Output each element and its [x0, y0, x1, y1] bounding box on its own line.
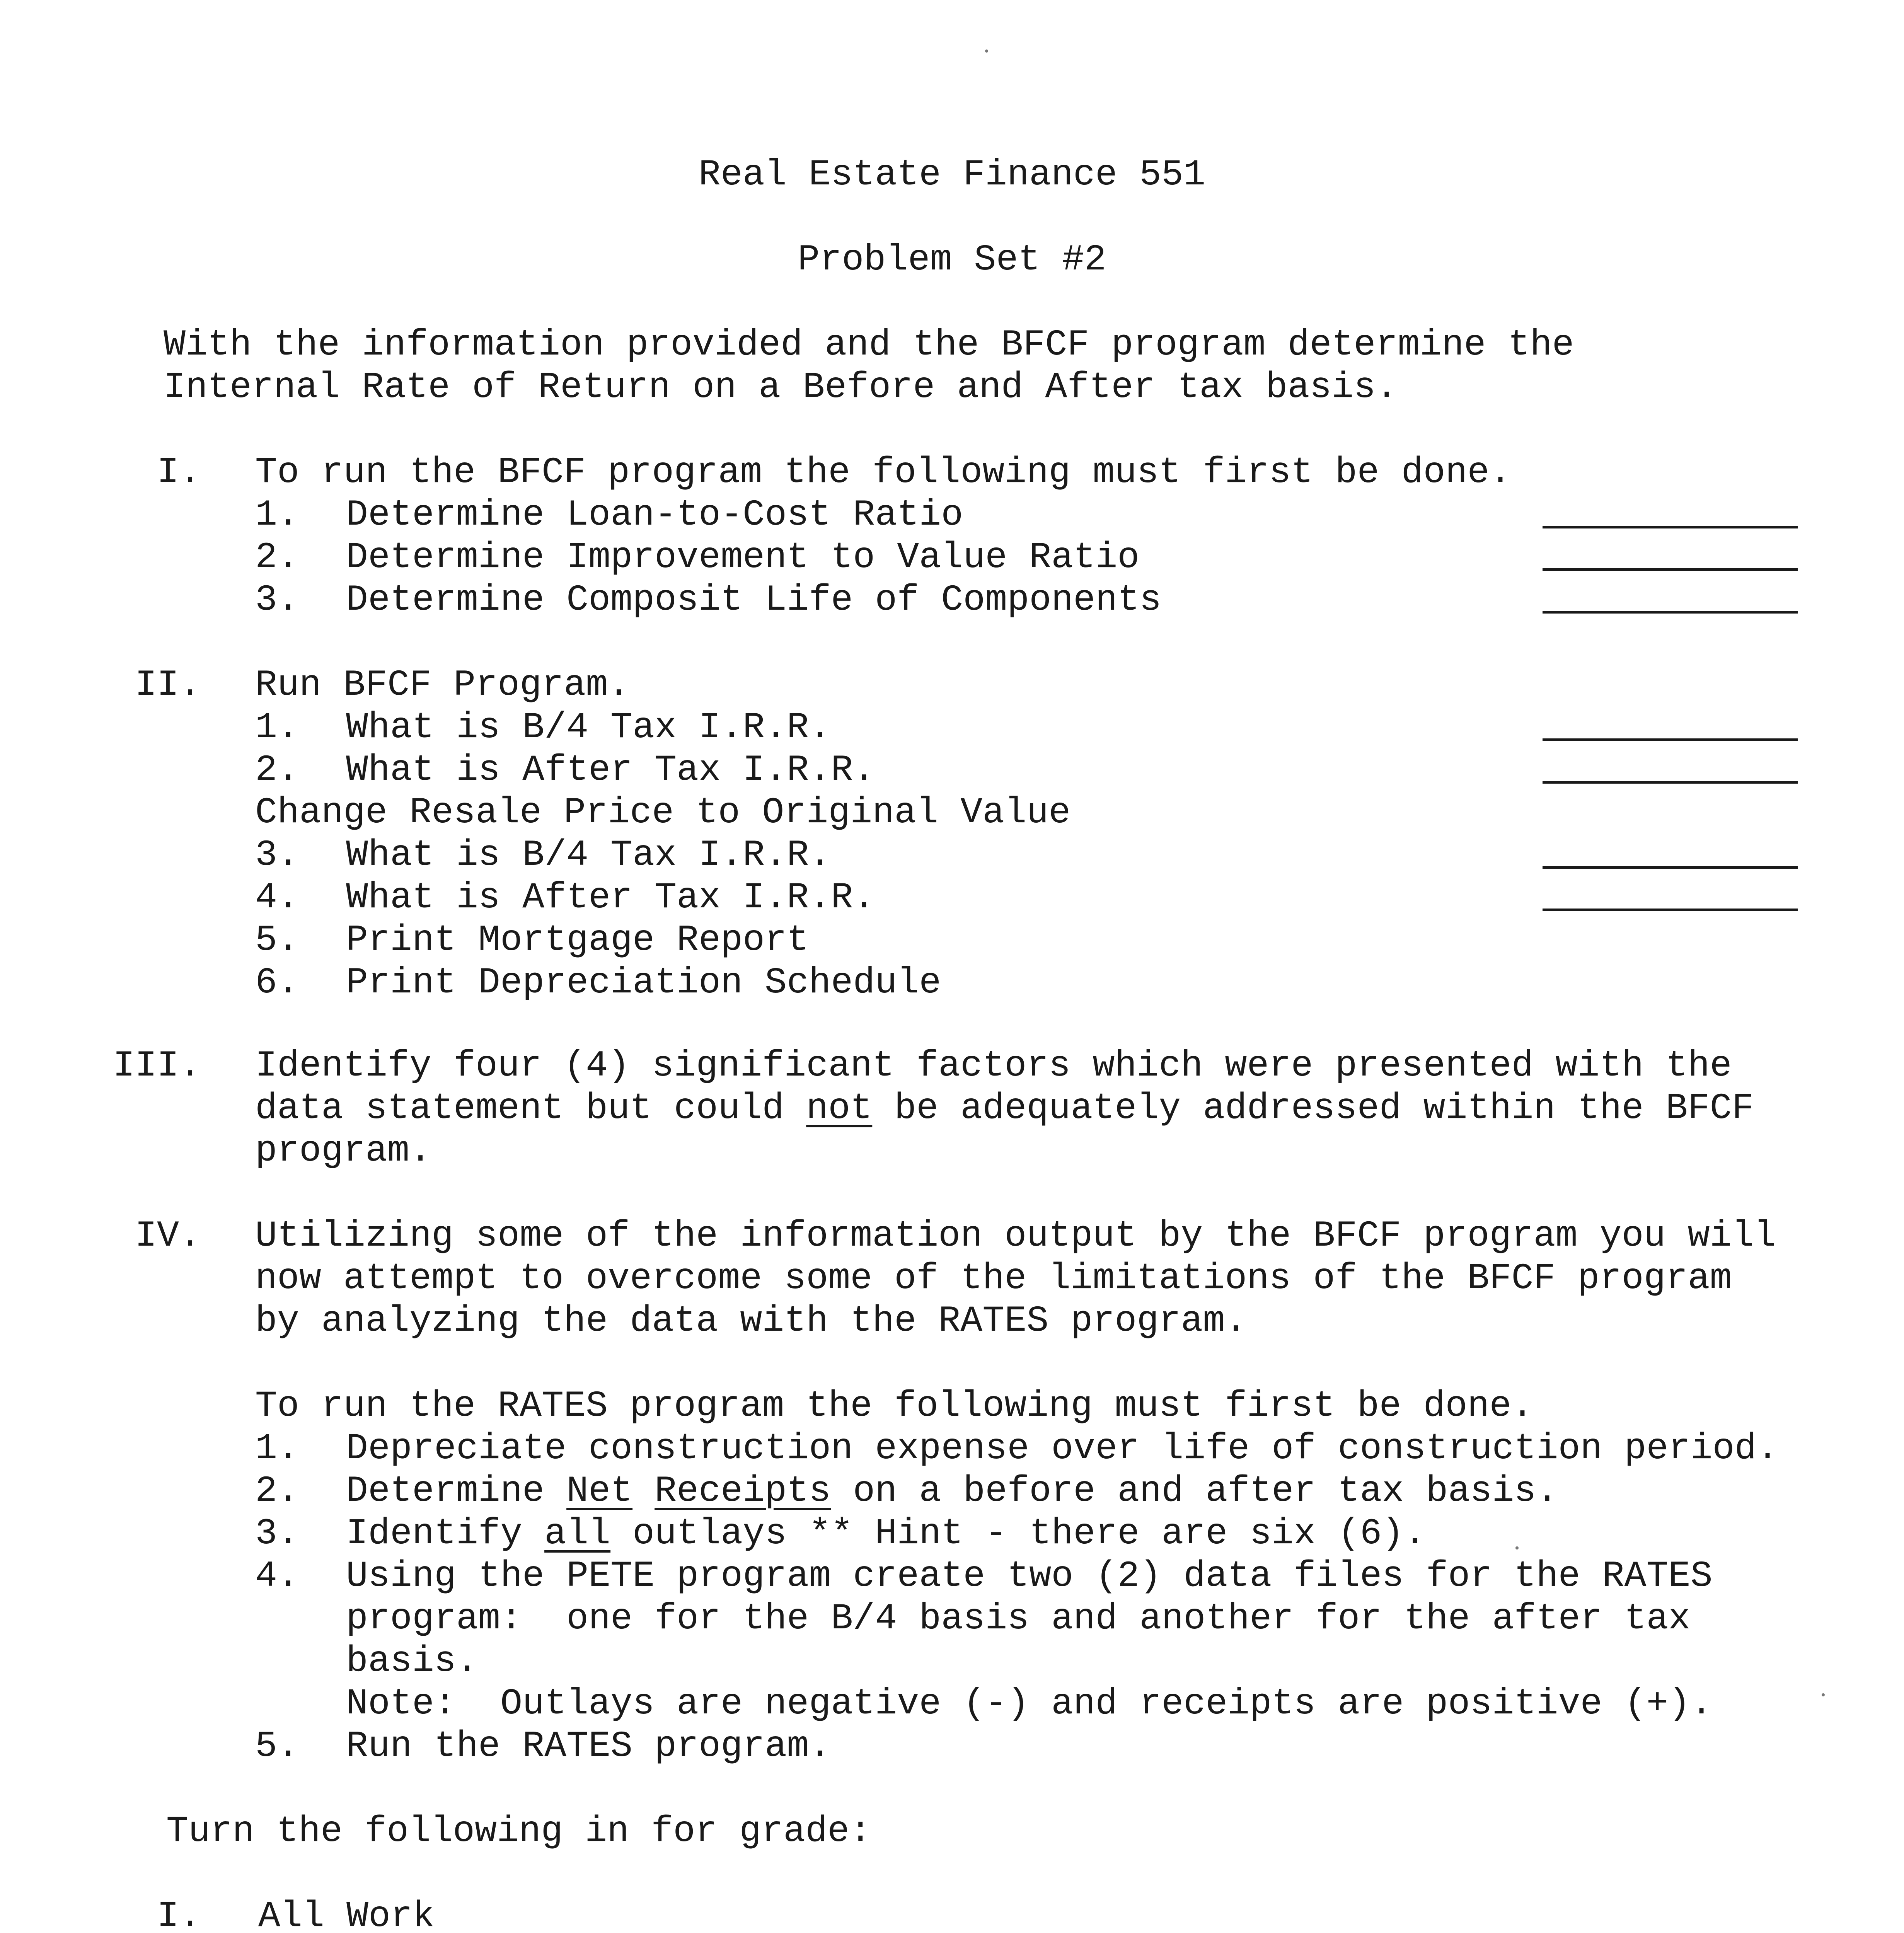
scan-speck — [1822, 1693, 1825, 1696]
section-text-line: by analyzing the data with the RATES program. — [255, 1300, 1247, 1342]
section-numeral: I. — [157, 452, 201, 493]
answer-blank[interactable] — [1543, 781, 1798, 784]
underlined-word: not — [806, 1088, 873, 1129]
section-numeral: IV. — [135, 1215, 201, 1257]
turnin-item: All Work — [258, 1895, 435, 1933]
intro-line: With the information provided and the BFCF program determine the — [164, 324, 1574, 366]
item-text: Determine Loan-to-Cost Ratio — [346, 494, 963, 536]
item-text: basis. — [346, 1640, 479, 1682]
item-number: 2. — [255, 749, 300, 791]
item-note: Note: Outlays are negative (-) and receipts are positive (+). — [346, 1683, 1713, 1725]
item-number: 1. — [255, 494, 300, 536]
item-text: program: one for the B/4 basis and another for the after tax — [346, 1598, 1691, 1640]
item-number: 1. — [255, 707, 300, 748]
item-number: 5. — [255, 919, 300, 961]
text-run: Identify — [346, 1513, 545, 1555]
document-subtitle: Problem Set #2 — [798, 239, 1106, 281]
section-numeral: III. — [113, 1045, 201, 1087]
item-text: Using the PETE program create two (2) data files for the RATES — [346, 1555, 1713, 1597]
item-number: 3. — [255, 579, 300, 621]
item-number: 3. — [255, 1513, 300, 1555]
item-text: Depreciate construction expense over life of construction period. — [346, 1428, 1779, 1469]
turnin-numeral: I. — [157, 1895, 201, 1933]
text-run: data statement but could — [255, 1088, 806, 1129]
section-text-line: Utilizing some of the information output by the BFCF program you will — [255, 1215, 1776, 1257]
underlined-word: Receipts — [655, 1470, 831, 1512]
item-text — [346, 1513, 1426, 1555]
answer-blank[interactable] — [1543, 738, 1798, 741]
item-text: Determine Composit Life of Components — [346, 579, 1162, 621]
item-number: 6. — [255, 962, 300, 1004]
underlined-word: all — [544, 1513, 611, 1555]
scan-speck — [985, 49, 988, 53]
item-text: What is After Tax I.R.R. — [346, 877, 875, 919]
item-number: 5. — [255, 1725, 300, 1767]
item-text: What is B/4 Tax I.R.R. — [346, 834, 831, 876]
section-heading: Run BFCF Program. — [255, 664, 630, 706]
item-number: 2. — [255, 537, 300, 578]
text-run: outlays ** Hint - there are six (6). — [610, 1513, 1426, 1555]
turnin-heading: Turn the following in for grade: — [166, 1810, 872, 1852]
item-number: 4. — [255, 877, 300, 919]
answer-blank[interactable] — [1543, 568, 1798, 571]
item-text: Print Depreciation Schedule — [346, 962, 941, 1004]
document-title: Real Estate Finance 551 — [698, 154, 1206, 196]
answer-blank[interactable] — [1543, 866, 1798, 869]
section-heading: To run the BFCF program the following must first be done. — [255, 452, 1512, 493]
item-number: 3. — [255, 834, 300, 876]
answer-blank[interactable] — [1543, 611, 1798, 614]
item-text: Determine Improvement to Value Ratio — [346, 537, 1140, 578]
answer-blank[interactable] — [1543, 526, 1798, 528]
text-run: Determine — [346, 1470, 567, 1512]
section-numeral: II. — [135, 664, 201, 706]
text-run: be adequately addressed within the BFCF — [872, 1088, 1754, 1129]
text-run — [632, 1470, 655, 1512]
item-text: Run the RATES program. — [346, 1725, 831, 1767]
item-text — [346, 1470, 1558, 1512]
item-number: 1. — [255, 1428, 300, 1469]
sub-heading: To run the RATES program the following must first be done. — [255, 1385, 1534, 1427]
item-text: What is After Tax I.R.R. — [346, 749, 875, 791]
section-text-line: Identify four (4) significant factors which were presented with the — [255, 1045, 1732, 1087]
scan-speck — [1515, 1546, 1519, 1549]
section-text-line — [255, 1090, 1754, 1127]
item-number: 4. — [255, 1555, 300, 1597]
section-text-line: now attempt to overcome some of the limitations of the BFCF program — [255, 1258, 1732, 1299]
item-text: What is B/4 Tax I.R.R. — [346, 707, 831, 748]
answer-blank[interactable] — [1543, 909, 1798, 911]
underlined-word: Net — [566, 1470, 633, 1512]
item-text: Print Mortgage Report — [346, 919, 809, 961]
text-run: on a before and after tax basis. — [831, 1470, 1558, 1512]
item-number: 2. — [255, 1470, 300, 1512]
instruction-line: Change Resale Price to Original Value — [255, 792, 1071, 834]
section-text-line: program. — [255, 1130, 432, 1172]
intro-line: Internal Rate of Return on a Before and After tax basis. — [164, 366, 1398, 408]
